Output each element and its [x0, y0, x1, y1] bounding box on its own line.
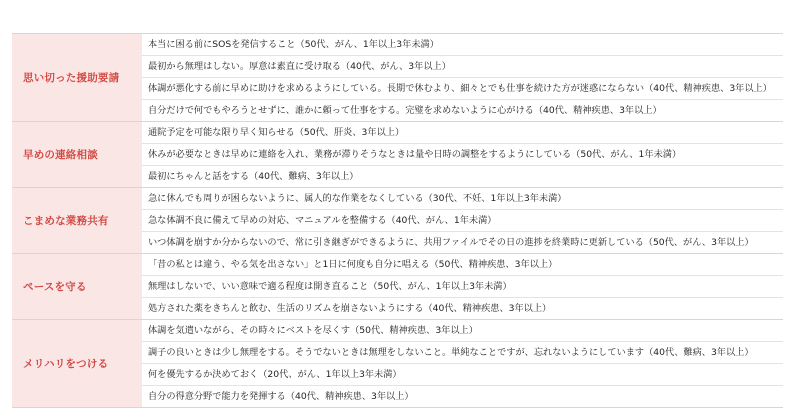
table-row: いつ体調を崩すか分からないので、常に引き継ぎができるように、共用ファイルでその日の進捗を終業時に更新している（50代、がん、3年以上） — [142, 231, 783, 253]
group-help-request — [12, 34, 783, 122]
table-row: 調子の良いときは少し無理をする。そうでないときは無理をしないこと。単純なことですが、忘れないようにしています（40代、難病、3年以上） — [142, 341, 783, 363]
group-rows — [142, 254, 783, 319]
table-row: 体調を気遣いながら、その時々にベストを尽くす（50代、精神疾患、3年以上） — [148, 325, 478, 336]
table-row: 休みが必要なときは早めに連絡を入れ、業務が滞りそうなときは量や日時の調整をするようにしている（50代、がん、1年未満） — [142, 143, 783, 165]
table-row: 自分だけで何でもやろうとせずに、誰かに頼って仕事をする。完璧を求めないように心がける（40代、精神疾患、3年以上） — [142, 99, 783, 121]
table-row: 通院予定を可能な限り早く知らせる（50代、肝炎、3年以上） — [148, 127, 405, 138]
group-rows — [142, 320, 783, 407]
group-rows — [142, 122, 783, 187]
category-label: こまめな業務共有 — [12, 188, 142, 253]
table-row: 「昔の私とは違う、やる気を出さない」と1日に何度も自分に唱える（50代、精神疾患、3年以上） — [148, 259, 558, 270]
group-keep-pace — [12, 254, 783, 320]
table-row: 最初から無理はしない。厚意は素直に受け取る（40代、がん、3年以上） — [142, 55, 783, 77]
table-row: 無理はしないで、いい意味で適る程度は開き直ること（50代、がん、1年以上3年未満） — [142, 275, 783, 297]
table-row: 本当に困る前にSOSを発信すること（50代、がん、1年以上3年未満） — [148, 39, 439, 50]
table-row: 最初にちゃんと話をする（40代、難病、3年以上） — [142, 165, 783, 187]
group-work-sharing — [12, 188, 783, 254]
category-label: 早めの連絡相談 — [12, 122, 142, 187]
group-balance — [12, 320, 783, 408]
table-row: 自分の得意分野で能力を発揮する（40代、精神疾患、3年以上） — [142, 385, 783, 407]
group-rows — [142, 188, 783, 253]
group-rows — [142, 34, 783, 121]
category-label: メリハリをつける — [12, 320, 142, 407]
table-row: 急に休んでも周りが困らないように、属人的な作業をなくしている（30代、不妊、1年以上3年未満） — [148, 193, 567, 204]
category-label: ペースを守る — [12, 254, 142, 319]
table-row: 処方された薬をきちんと飲む、生活のリズムを崩さないようにする（40代、精神疾患、3年以上） — [142, 297, 783, 319]
table-row: 急な体調不良に備えて早めの対応、マニュアルを整備する（40代、がん、1年未満） — [142, 209, 783, 231]
table-row: 何を優先するか決めておく（20代、がん、1年以上3年未満） — [142, 363, 783, 385]
category-label: 思い切った援助要請 — [12, 34, 142, 121]
tips-table — [12, 33, 783, 408]
group-early-contact — [12, 122, 783, 188]
table-row: 体調が悪化する前に早めに助けを求めるようにしている。長期で休むより、細々とでも仕事を続けた方が迷惑にならない（40代、精神疾患、3年以上） — [142, 77, 783, 99]
